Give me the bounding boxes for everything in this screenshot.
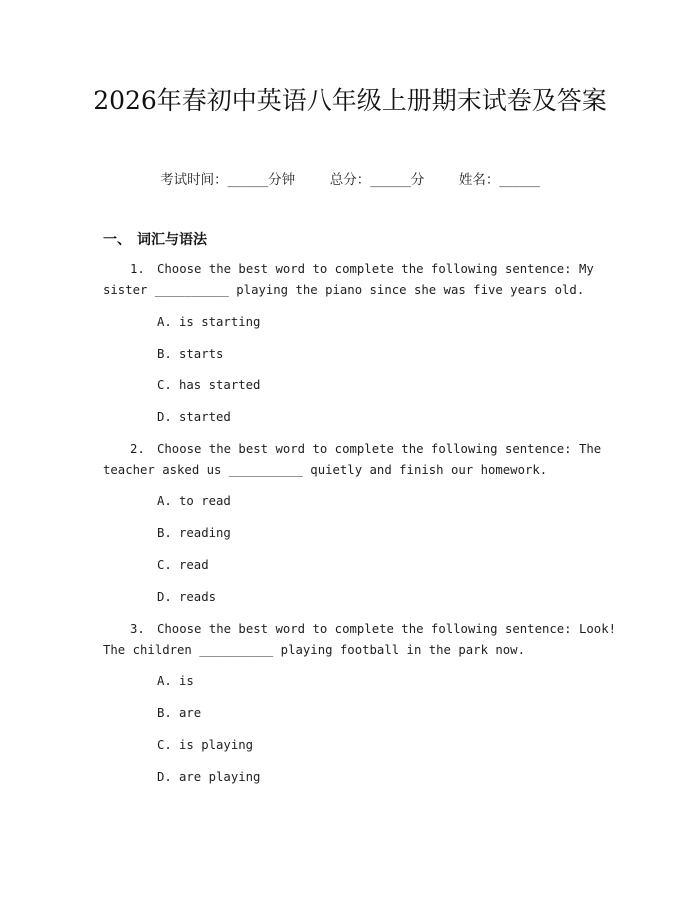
section-number: 一、 <box>103 232 131 248</box>
question-3 <box>103 619 617 661</box>
question-text-line2: The children __________ playing football in the park now. <box>103 643 525 657</box>
page-title: 2026年春初中英语八年级上册期末试卷及答案 <box>93 86 607 115</box>
time-unit: 分钟 <box>268 172 296 188</box>
option-3d: D. are playing <box>157 770 261 784</box>
question-number: 2. <box>130 442 145 456</box>
question-1 <box>103 259 594 301</box>
score-unit: 分 <box>410 172 425 188</box>
exam-info-line <box>0 168 700 188</box>
time-blank: ______ <box>227 172 269 188</box>
name-blank: ______ <box>499 172 540 188</box>
question-text-line1: Choose the best word to complete the following sentence: My <box>157 262 594 276</box>
question-number: 3. <box>130 622 145 636</box>
option-2c: C. read <box>157 558 209 572</box>
option-2b: B. reading <box>157 526 231 540</box>
option-2a: A. to read <box>157 494 231 508</box>
question-number: 1. <box>130 262 145 276</box>
score-label: 总分： <box>329 172 371 188</box>
option-3c: C. is playing <box>157 738 254 752</box>
option-1c: C. has started <box>157 378 261 392</box>
section-heading <box>103 229 207 249</box>
question-text-line2: teacher asked us __________ quietly and finish our homework. <box>103 463 548 477</box>
section-title: 词汇与语法 <box>137 232 207 248</box>
question-text-line1: Choose the best word to complete the following sentence: Look! <box>157 622 617 636</box>
option-1b: B. starts <box>157 347 224 361</box>
option-3b: B. are <box>157 706 202 720</box>
score-blank: ______ <box>370 172 411 188</box>
name-label: 姓名： <box>458 172 500 188</box>
question-2 <box>103 439 602 481</box>
option-2d: D. reads <box>157 590 217 604</box>
question-text-line2: sister __________ playing the piano since she was five years old. <box>103 283 585 297</box>
time-label: 考试时间： <box>160 172 228 188</box>
option-3a: A. is <box>157 674 194 688</box>
option-1a: A. is starting <box>157 315 261 329</box>
option-1d: D. started <box>157 410 231 424</box>
question-text-line1: Choose the best word to complete the following sentence: The <box>157 442 602 456</box>
